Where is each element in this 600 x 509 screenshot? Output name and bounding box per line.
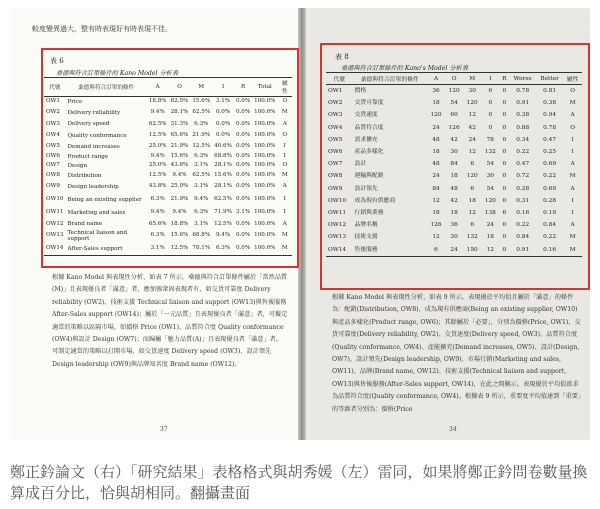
left-table-cell: 78.1% [190,242,212,256]
right-table-cell: 12 [481,244,499,257]
right-table-cell: OW2 [328,100,343,107]
right-table-cell: 設計 [354,161,367,168]
left-table-cell: Design leadership [67,184,119,191]
right-table-cell: 0 [502,173,507,180]
right-table-cell: 0.25 [543,149,557,156]
right-table-cell: 0 [488,124,493,131]
right-table-cell: 12 [468,210,476,217]
left-table-cell: OW8 [46,171,60,178]
right-table-cell: 24 [445,244,463,257]
left-table-title: 桑德與符合訂單條件的 Kano Model 分析表 [56,70,179,77]
left-table-cell: 6.3% [194,209,209,216]
right-table-cell: OW4 [328,124,343,131]
right-table-cell: O [570,88,575,94]
right-table-cell: 18 [432,100,440,107]
right-table-cell: 0.19 [543,210,557,217]
right-table-cell: 價格 [354,88,367,94]
left-table-cell: 6.3% [212,242,234,256]
right-table-cell: 0.38 [543,100,557,107]
left-table-cell: 0.0% [215,131,231,138]
left-table-cell: 62.5% [192,171,211,178]
left-table-cell: 9.4% [172,171,187,178]
right-table-cell: 48 [432,161,440,168]
left-table-cell: M [281,171,288,178]
left-table-cell: 0.0% [235,152,251,159]
left-table-cell: OW5 [46,143,60,150]
left-table-cell: I [283,152,286,159]
left-table-cell: 3.1% [215,98,231,104]
left-table-cell: 0.0% [235,231,251,238]
right-table-cell: 6 [470,185,475,192]
right-table-cell: 12 [468,112,476,119]
left-table-cell: Product range [67,153,109,160]
left-table-cell: Demand increases [67,143,120,150]
right-table-cell: 0.22 [516,222,530,229]
left-table-cell: OW14 [44,242,65,256]
right-table-cell: 0.72 [516,173,530,180]
left-table-header-cell: R [234,78,252,97]
left-table-cell: 0.0% [235,143,251,150]
right-table-cell: 0 [502,161,507,168]
right-table-cell: I [571,136,574,143]
right-table-cell: 0.47 [516,161,530,168]
left-table-cell: O [282,98,288,104]
left-page-top-line: 較度變異過大，整有時表現好有時表現不佳。 [32,25,172,33]
right-table-cell: 132 [484,149,496,156]
left-table-cell: 3.1% [235,209,251,216]
left-table-cell: 15.6% [170,231,189,238]
left-table-cell: Technical liaison and support [67,229,128,242]
right-table-cell: 設計領先 [354,185,378,192]
right-table-header-cell: 代號 [326,73,353,85]
right-table-cell: 84 [432,185,440,192]
right-table-cell: 6 [470,222,475,229]
right-table-cell: OW6 [328,149,343,156]
right-table-cell: OW14 [326,244,353,257]
right-table-cell: 產品多樣化 [354,149,384,156]
right-table-header-cell: O [445,73,463,85]
right-table-cell: 0.94 [543,112,557,119]
right-table-cell: 0.69 [543,161,557,168]
right-table-title: 桑德與符合訂單條件的 Kano's Model 分析表 [341,65,468,72]
left-table-cell: 0.0% [235,162,251,169]
left-table-cell: 18.8% [148,98,167,104]
right-table-cell: 24 [468,136,476,143]
right-table-cell: 售後服務 [353,244,427,257]
left-table-header-cell: 屬性 [278,78,293,97]
left-table-cell: 65.6% [170,131,189,138]
right-table-cell: 成為現有供應商 [354,197,396,204]
left-table-cell: M [281,231,288,238]
right-table-cell: OW1 [328,88,343,94]
left-table-cell: 6.3% [150,231,165,238]
right-table-cell: 0.78 [516,88,530,94]
right-table-cell: OW11 [328,210,347,217]
right-table-cell: M [569,234,576,241]
right-table-cell: 24 [486,222,494,229]
left-table-cell: OW1 [46,98,60,104]
right-table-cell: A [570,185,575,192]
left-table-cell: 25.0% [170,183,189,190]
right-table-cell: 技術支援 [354,234,378,241]
right-table-cell: 18 [432,149,440,156]
right-table-cell: O [570,124,575,131]
right-table-cell: 18 [450,173,458,180]
left-table-cell: M [278,242,293,256]
right-table-highlight-box [320,43,590,290]
right-table-cell: M [563,244,582,257]
right-table-cell: 78 [486,136,494,143]
right-table-cell: 48 [450,185,458,192]
left-table-cell: OW13 [46,231,64,238]
right-table-cell: 行銷與業務 [354,210,384,217]
left-table-cell: 100.0% [254,231,276,238]
left-table-cell: 62.5% [170,98,189,104]
left-table-cell: 100.0% [254,98,276,104]
left-table-cell: Quality conformance [67,132,127,139]
left-table-cell: A [282,183,287,190]
left-table-cell: 0.0% [235,220,251,227]
right-table-cell: 品質符合度 [354,124,384,131]
right-table-cell: 12 [432,197,440,204]
right-table-cell: I [571,149,574,156]
left-table-cell: 12.5% [148,171,167,178]
left-table-cell: Brand name [67,221,103,228]
left-table-cell: 18.8% [170,220,189,227]
right-table-cell: 120 [448,88,460,94]
left-page-number: 37 [160,426,168,433]
right-table-cell: 0 [499,244,509,257]
left-table-cell: Being an existing supplier [67,197,142,204]
left-table-cell: 100.0% [254,120,276,127]
right-table-cell: 138 [484,210,496,217]
right-table-cell: 0.69 [543,185,557,192]
left-table-cell: OW12 [46,220,64,227]
left-table-cell: 15.6% [192,98,211,104]
left-table-cell: 71.9% [214,209,232,216]
right-table-cell: 6 [470,161,475,168]
right-table-cell: 交貨可靠度 [354,100,384,107]
left-table-cell: OW9 [46,183,60,190]
left-table-header-cell: 桑德與符合訂單的條件 [65,78,146,97]
right-table-cell: 0 [502,88,507,94]
left-table-cell: OW3 [46,120,60,127]
left-table-cell: 21.9% [192,131,211,138]
right-table-cell: 30 [450,149,458,156]
left-table-header-cell: 代號 [44,78,65,97]
right-table-cell: 0.28 [543,197,557,204]
right-table-cell: 0.84 [516,234,530,241]
right-table-cell: 24 [432,173,440,180]
left-table-cell: 12.5% [214,220,232,227]
left-table-cell: A [282,220,287,227]
book-spine [298,8,306,440]
left-table-highlight-box [41,48,299,268]
right-table-cell: 需求擴充 [354,136,378,143]
left-table-cell: 65.6% [148,220,167,227]
left-table-cell: 3.1% [147,242,169,256]
left-table-header-cell: Total [252,78,277,97]
right-table-cell: 36 [450,222,458,229]
left-table-cell: 28.1% [214,183,232,190]
left-table-cell: 0.0% [235,98,251,104]
right-table-cell: 48 [432,136,440,143]
right-table-cell: 0.34 [516,136,530,143]
right-table-cell: 18 [486,234,494,241]
right-table-cell: 150 [463,244,481,257]
right-table-cell: 6 [502,210,507,217]
left-table-cell: OW11 [46,209,64,216]
left-table-cell: 6.3% [150,196,165,203]
right-table-cell: 0 [502,124,507,131]
left-table-cell: 9.4% [150,209,165,216]
right-page-number: 34 [449,426,457,433]
right-table-cell: 0.91 [516,100,530,107]
left-table-cell: 100.0% [254,162,276,169]
right-table-cell: 54 [486,161,494,168]
right-table-cell: 0.88 [516,124,530,131]
right-table-cell: M [569,100,576,107]
right-table-header-cell: A [427,73,445,85]
left-table-cell: 9.4% [150,109,165,116]
right-table-cell: 132 [466,234,478,241]
left-table-cell: Design [67,163,88,170]
right-table-cell: 0 [488,100,493,107]
left-table-cell: OW4 [46,131,60,138]
right-table-cell: 0.22 [516,149,530,156]
left-table-cell: 25.0% [148,143,167,150]
right-table-cell: 0.38 [516,112,530,119]
left-table-cell: 0.0% [234,242,252,256]
left-table-cell: OW6 [46,152,60,159]
left-table-cell: A [282,120,287,127]
left-table-cell: 12.5% [169,242,191,256]
left-table-cell: 12.5% [192,143,211,150]
right-table-header-cell: 屬性 [563,73,582,85]
right-table-cell: I [571,210,574,217]
right-table-cell: 品牌名稱 [354,222,378,229]
right-table-cell: A [570,222,575,229]
left-table-header-cell: A [147,78,169,97]
right-table-cell: 0.81 [543,88,557,94]
left-table-cell: I [283,209,286,216]
right-table-cell: 54 [486,185,494,192]
left-table-cell: 62.5% [214,196,232,203]
left-table-cell: M [281,109,288,116]
left-table-cell: 12.5% [148,131,167,138]
left-table-cell: 6.3% [194,120,209,127]
left-table-cell: 100.0% [254,183,276,190]
right-table-cell: 0 [502,234,507,241]
left-table-cell: 68.8% [214,152,232,159]
right-table-cell: 0 [502,136,507,143]
left-table-cell: 0.0% [235,171,251,178]
right-table-cell: OW8 [328,173,343,180]
right-table-cell: 0.84 [543,222,557,229]
right-table-cell: 0.22 [543,173,557,180]
left-table-cell: I [283,196,286,203]
left-table-cell: 0.0% [235,183,251,190]
right-table-cell: 6 [488,88,493,94]
right-table-header-cell: I [481,73,499,85]
right-table-cell: M [569,173,576,180]
right-table-cell: 0 [502,185,507,192]
right-table-cell: 0 [502,222,507,229]
right-table-cell: 12 [432,234,440,241]
right-table-cell: 30 [486,173,494,180]
left-table-label: 表 6 [50,57,64,65]
right-table-cell: A [570,112,575,119]
right-table-cell: 126 [448,124,460,131]
left-table-cell: 9.4% [194,196,209,203]
right-table-cell: 18 [432,210,440,217]
right-table-cell: 54 [450,100,458,107]
left-table-cell: Marketing and sales [67,210,126,217]
right-table-cell: 60 [450,112,458,119]
right-table-cell: OW12 [328,222,347,229]
left-table-cell: 100.0% [254,171,276,178]
left-table-cell: 9.4% [215,231,231,238]
left-table-cell: OW10 [46,196,64,203]
left-table-cell: 15.6% [214,171,232,178]
right-table-header-cell: M [463,73,481,85]
left-table-cell: 0.0% [235,109,251,116]
right-table-cell: 交貨速度 [354,112,378,119]
left-table-cell: 3.1% [194,162,209,169]
left-table-cell: 62.5% [148,120,167,127]
left-table-header-cell: O [169,78,191,97]
right-table-cell: 0 [502,197,507,204]
right-table-cell: 0.47 [543,136,557,143]
right-table-cell: 42 [450,136,458,143]
right-table-cell: 30 [450,234,458,241]
left-table-cell: 62.5% [192,109,211,116]
right-table-cell: 42 [468,124,476,131]
left-table-cell: 3.1% [194,183,209,190]
right-table-cell: 0.91 [509,244,536,257]
left-table-cell: OW2 [46,109,60,116]
left-table-cell: O [282,131,288,138]
right-table-cell: 0.31 [516,197,530,204]
left-table-cell: Price [67,98,83,105]
right-table-cell: 30 [468,88,476,94]
left-table-cell: 100.0% [254,220,276,227]
right-table-cell: 42 [450,197,458,204]
left-table-header-cell: M [190,78,212,97]
left-table-cell: 3.1% [194,220,209,227]
left-table-cell: 0.0% [215,109,231,116]
left-table-cell: 100.0% [254,209,276,216]
left-table-cell: 43.8% [170,162,189,169]
left-table-cell: Delivery reliability [67,110,121,117]
left-table-cell: 100.0% [254,109,276,116]
left-table-cell: 6.3% [194,152,209,159]
left-table-cell: OW7 [46,162,60,169]
right-table-cell: 120 [430,112,442,119]
right-table-cell: 0.16 [536,244,563,257]
right-table-cell: 120 [466,173,478,180]
right-table-cell: OW10 [328,197,347,204]
right-table-cell: 126 [430,222,442,229]
right-table-cell: OW9 [328,185,343,192]
left-table-cell: 68.8% [192,231,211,238]
photo-of-two-pages [10,8,590,440]
left-table-cell: 9.4% [172,209,187,216]
left-table-cell: Delivery speed [67,121,110,128]
right-table-cell: 84 [450,161,458,168]
left-table-cell: I [283,143,286,150]
right-table-header-cell: R [499,73,509,85]
right-table-cell: 0 [502,149,507,156]
left-table-cell: Distribution [67,172,102,179]
left-table-cell: 100.0% [252,242,277,256]
right-table-cell: 36 [432,88,440,94]
left-table-cell: 21.9% [170,143,189,150]
left-table-cell: 100.0% [254,152,276,159]
left-table-cell: After-Sales support [65,242,146,256]
right-table-cell: I [571,197,574,204]
right-table-header-cell: Worse [509,73,536,85]
right-table-cell: 運輸與配銷 [354,173,384,180]
left-table-cell: 25.0% [148,162,167,169]
right-table-cell: 0.22 [543,234,557,241]
right-table-cell: 120 [466,100,478,107]
right-table-cell: 24 [432,124,440,131]
right-table-cell: 0.78 [543,124,557,131]
right-table-cell: 6 [427,244,445,257]
left-table-cell: 9.4% [150,152,165,159]
photo-caption: 鄭正鈐論文（右）「研究結果」表格格式與胡秀媛（左）雷同，如果將鄭正鈐問卷數量換算成百分比，恰與胡相同。翻攝畫面 [10,463,588,502]
left-table-cell: 28.1% [214,162,232,169]
left-table-cell: 100.0% [254,143,276,150]
left-table-cell: 0.0% [235,196,251,203]
left-table-cell: 40.6% [214,143,232,150]
left-table-cell: 43.8% [148,183,167,190]
left-table-cell: O [282,162,288,169]
right-table-cell: 0 [502,112,507,119]
right-table-label: 表 8 [335,53,349,61]
right-table-cell: 12 [468,149,476,156]
left-table-cell: 0.0% [235,120,251,127]
right-table-header-cell: Better [536,73,563,85]
right-table-cell: 0 [502,100,507,107]
left-table-header-cell: I [212,78,234,97]
left-table-cell: 0.0% [215,120,231,127]
right-table-cell: OW13 [328,234,347,241]
right-table-cell: 0.28 [516,185,530,192]
right-table-cell: A [570,161,575,168]
left-table-cell: 31.3% [170,120,189,127]
right-table-cell: 0.16 [516,210,530,217]
left-page-paragraph: 根據 Kano Model 與表現性分析，如表 7 所示，桑德與符合訂單條件屬於「當然品質(M)」且表現優良者「滿意」者，應加強鞏固表現者有，如交貨可靠度 Delivery reliability (OW2)、技術支援 Technical liaison and support (OW13)與售後服務 After-Sales support (OW14)；屬於「一元品質」且表現優良者「滿意」者，可擬定適當的策略以區隔市場，如價格 Price (OW1)、品質符合度 Quality conformance (OW4)與設計 Design (OW7)；而歸屬「魅力品質(A)」且表現優良者「滿意」者，可制定適當的策略以打開市場，如交貨速度 Delivery speed (OW3)、設計領先 Design leadership (OW9)與品牌知名度 Brand name (OW12)。 [52,274,288,368]
right-page-paragraph: 根據 Kano Model 與表現性分析，如表 9 所示，表現優於平均值且屬於「滿意」的條件為：配銷(Distribution, OW8)、成為現有供應商(Being an existing supplier, OW10)與產品多樣化(Product range, OW6)；其餘屬於「必要」，分別為價格(Price, OW1)、交貨可靠度(Delivery reliability, OW2)、交貨速度(Delivery speed, OW3)、品質符合度(Quality conformance, OW4)、產能擴充(Demand increases, OW5)、設計(Design, OW7)、設計領先(Design leadership, OW9)、市場行銷(Marketing and sales, OW11)、品牌(Brand name, OW12)、技術支援(Technical liaison and support, OW13)與售後服務(After-Sales support, OW14)，在此之間顯示，表現優於平均值欲求為品質符合度(Quality conformance, OW4)。根據表 9 所示，重要度平均值達到「重要」的等級者分別為：價格(Price [332,294,582,413]
right-table-cell: OW5 [328,136,343,143]
right-table-cell: OW7 [328,161,343,168]
right-table-cell: 120 [484,197,496,204]
left-table-cell: 28.1% [170,109,189,116]
right-table-header-cell: 桑德與符合訂單的條件 [353,73,427,85]
right-table-cell: 0 [488,112,493,119]
left-table-cell: 100.0% [254,196,276,203]
left-table-cell: 100.0% [254,131,276,138]
left-table-cell: 0.0% [235,131,251,138]
left-table-cell: 15.6% [170,152,189,159]
left-table-cell: 21.9% [170,196,189,203]
right-table-cell: 18 [468,197,476,204]
right-table-cell: OW3 [328,112,343,119]
right-table-cell: 18 [450,210,458,217]
